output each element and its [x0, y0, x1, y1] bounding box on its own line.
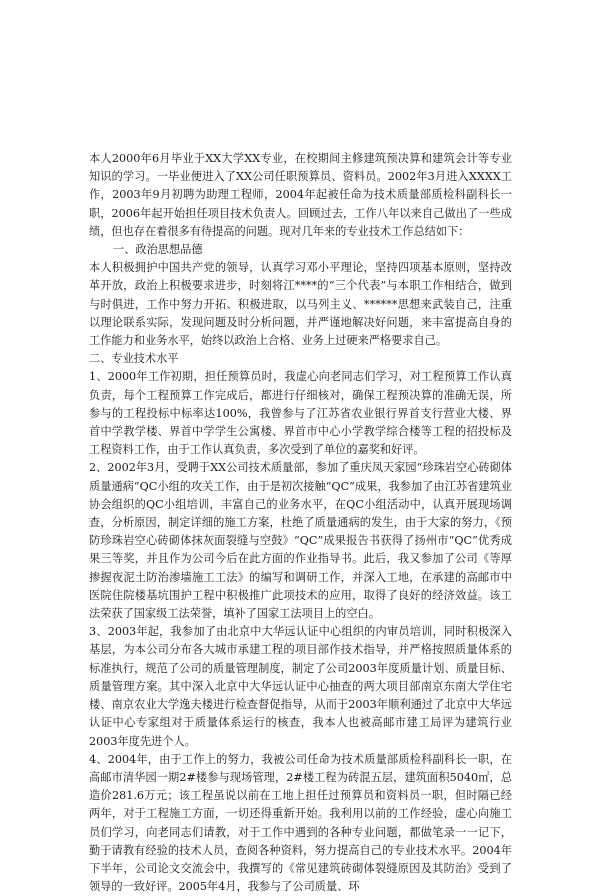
intro-paragraph: 本人2000年6月毕业于XX大学XX专业，在校期间主修建筑预决算和建筑会计等专业知识的学习。一毕业便进入了XX公司任职预算员、资料员。2002年3月进入XXXX工作，2003年9月初聘为助理工程师，2004年起被任命为技术质量部质检科副科长一职，2006年起开始担任项目技术负责人。回顾过去，工作八年以来自己做出了一些成绩，但也存在着很多有待提高的问题。现对几年来的专业技术工作总结如下： [89, 152, 512, 238]
technical-paragraph-1: 1、2000年工作初期，担任预算员时，我虚心向老同志们学习，对工程预算工作认真负责，每个工程预算工作完成后，都进行仔细核对，确保工程预决算的准确无误，所参与的工程投标中标率达100%，我曾参与了江苏省农业银行界首支行营业大楼、界首中学教学楼、界首中学学生公寓楼、界首市中心小学教学综合楼等工程的招投标及工程资料工作，由于工作认真负责，多次受到了单位的嘉奖和好评。 [89, 370, 512, 457]
technical-paragraph-2: 2、2002年3月，受聘于XX公司技术质量部，参加了重庆凤天家园“珍珠岩空心砖砌体质量通病”QC小组的攻关工作，由于是初次接触“QC”成果，我参加了由江苏省建筑业协会组织的QC小组培训，丰富自己的业务水平，在QC小组活动中，认真开展现场调查，分析原因，制定详细的施工方案，杜绝了质量通病的发生，由于大家的努力，《预防珍珠岩空心砖砌体抹灰面裂缝与空鼓》“QC”成果报告书获得了扬州市“QC”优秀成果三等奖，并且作为公司今后在此方面的作业指导书。此后，我又参加了公司《等厚掺握夜泥土防治渗墙施工工法》的编写和调研工作，并深入工地，在承建的高邮市中医院住院楼基坑围护工程中积极推广此项技术的应用，取得了良好的经济效益。该工法荣获了国家级工法荣誉，填补了国家工法项目上的空白。 [89, 461, 512, 621]
section-heading-political: 一、政治思想品德 [113, 243, 203, 257]
technical-paragraph-3: 3、2003年起，我参加了由北京中大华远认证中心组织的内审员培训，同时积极深入基层，为本公司分布各大城市承建工程的项目部作技术指导，并严格按照质量体系的标准执行，规范了公司的质量管理制度，制定了公司2003年度质量计划、质量目标、质量管理方案。其中深入北京中大华远认证中心抽查的两大项目部南京东南大学住宅楼、南京农业大学逸夫楼进行检查督促指导，从而于2003年顺利通过了北京中大华远认证中心专家组对于质量体系运行的核查，我本人也被高邮市建工局评为建筑行业2003年度先进个人。 [89, 625, 512, 748]
technical-paragraph-4: 4、2004年，由于工作上的努力，我被公司任命为技术质量部质检科副科长一职，在高邮市清华园一期2#楼参与现场管理，2#楼工程为砖混五层，建筑面积5040㎡，总造价281.6万元；该工程虽说以前在工地上担任过预算员和资料员一职，但时隔已经两年，对于工程施工方面，一切还得重新开始。我利用以前的工作经验，虚心向施工员们学习，向老同志们请教，对于工作中遇到的各种专业问题，都做笔录一一记下，勤于请教有经验的技术人员，查阅各种资料，努力提高自己的专业技术水平。2004年下半年，公司论文交流会中，我撰写的《常见建筑砖砌体裂缝原因及其防治》受到了领导的一致好评。2005年4月，我参与了公司质量、环 [89, 752, 512, 894]
section-heading-technical: 二、专业技术水平 [89, 352, 179, 366]
political-paragraph: 本人积极拥护中国共产党的领导，认真学习邓小平理论，坚持四项基本原则，坚持改革开放，政治上积极要求进步，时刻将江****的“三个代表”与本职工作相结合，做到与时俱进，工作中努力开拓、积极进取，以马列主义、******思想来武装自己，注重以理论联系实际，发现问题及时分析问题，并严谨地解决好问题，来丰富提高自身的工作能力和业务水平，始终以政治上合格、业务上过硬来严格要求自己。 [89, 261, 512, 348]
document-body [89, 150, 512, 896]
